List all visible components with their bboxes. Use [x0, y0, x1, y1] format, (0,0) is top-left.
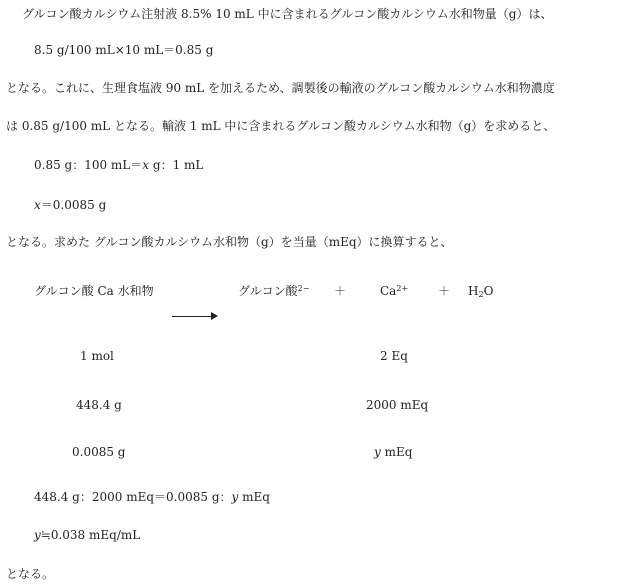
- reaction-plus-2: ＋: [438, 284, 451, 298]
- reaction-reactant: グルコン酸 Ca 水和物: [34, 284, 154, 298]
- reaction-arrow-icon: [172, 312, 218, 320]
- result-var: y: [34, 528, 41, 542]
- paragraph-2: となる。これに、生理食塩液 90 mL を加えるため、調製後の輸液のグルコン酸カルシウム水和物濃度: [6, 81, 555, 95]
- equation-3-var: x: [34, 198, 41, 212]
- equation-3-rest: ＝0.0085 g: [40, 198, 107, 212]
- table-right-1: 2 Eq: [380, 349, 408, 363]
- calcium-label: Ca: [380, 284, 397, 298]
- water-o: O: [483, 284, 494, 298]
- result-rest: ≒0.038 mEq/mL: [40, 528, 141, 542]
- equation-2-left: 0.85 g：100 mL＝: [34, 158, 143, 172]
- result-equation: [34, 527, 140, 543]
- reaction-product-calcium: [380, 283, 408, 299]
- table-left-2: 448.4 g: [76, 398, 122, 412]
- table-right-3-var: y: [374, 445, 381, 459]
- table-right-3-rest: mEq: [380, 445, 413, 459]
- equation-1: 8.5 g/100 mL×10 mL＝0.85 g: [34, 43, 214, 57]
- equation-2-right: g：1 mL: [149, 158, 204, 172]
- reaction-plus-1: ＋: [334, 284, 347, 298]
- calcium-charge: 2+: [396, 284, 409, 293]
- paragraph-3: は 0.85 g/100 mL となる。輸液 1 mL 中に含まれるグルコン酸カルシウム水和物（g）を求めると、: [6, 119, 556, 133]
- gluconate-label: グルコン酸: [238, 284, 298, 298]
- table-left-3: 0.0085 g: [72, 445, 126, 459]
- table-right-3: [374, 444, 412, 460]
- equation-2: [34, 157, 203, 173]
- closing-text: となる。: [6, 567, 55, 581]
- final-equation-right: mEq: [238, 490, 270, 504]
- table-right-2: 2000 mEq: [366, 398, 429, 412]
- reaction-product-water: [468, 283, 493, 299]
- reaction-product-gluconate: [238, 283, 309, 299]
- final-equation-left: 448.4 g：2000 mEq＝0.0085 g：: [34, 490, 232, 504]
- paragraph-4: となる。求めた グルコン酸カルシウム水和物（g）を当量（mEq）に換算すると、: [6, 235, 453, 249]
- table-left-1: 1 mol: [80, 349, 114, 363]
- final-equation-var: y: [231, 490, 239, 504]
- final-equation: [34, 489, 270, 505]
- paragraph-1: グルコン酸カルシウム注射液 8.5% 10 mL 中に含まれるグルコン酸カルシウム水和物量（g）は、: [22, 7, 553, 21]
- water-h: H: [468, 284, 479, 298]
- equation-2-var: x: [142, 158, 150, 172]
- equation-3: [34, 197, 106, 213]
- water-sub: 2: [478, 290, 484, 299]
- gluconate-charge: 2−: [297, 284, 310, 293]
